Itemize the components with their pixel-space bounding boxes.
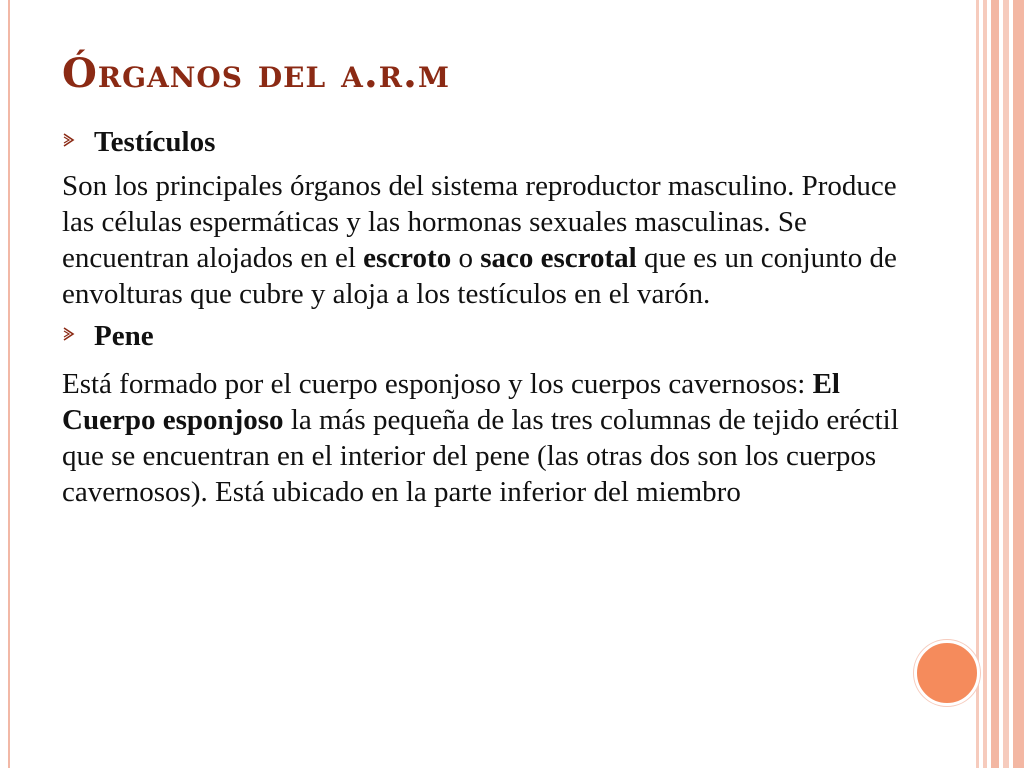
arrow-bullet-icon [62, 132, 76, 148]
decorative-stripe [991, 0, 999, 768]
bullet-pene [62, 316, 922, 356]
arrow-bullet-icon [62, 326, 76, 342]
section-paragraph [62, 168, 922, 312]
arrow-bullet-icon [62, 326, 94, 346]
bullet-testiculos [62, 122, 922, 162]
bold-term: saco escrotal [480, 242, 637, 274]
bold-term: El Cuerpo esponjoso [62, 368, 840, 436]
slide-body [62, 122, 922, 510]
slide-title: Órganos del a.r.m [62, 50, 450, 97]
decorative-stripe [1003, 0, 1009, 768]
decorative-stripe [1013, 0, 1024, 768]
section-paragraph [62, 366, 922, 510]
section-heading: Pene [94, 320, 154, 352]
paragraph-text: o [451, 242, 481, 274]
left-border-line [8, 0, 10, 768]
paragraph-text: la más pequeña de las tres columnas de tejido eréctil que se encuentran en el interior del pene (las otras dos son los cuerpos cavernosos). Está ubicado en la parte inferior del miembro [62, 404, 899, 508]
arrow-bullet-icon [62, 132, 94, 152]
decorative-circle [914, 640, 980, 706]
decorative-stripe [983, 0, 987, 768]
decorative-stripe [976, 0, 979, 768]
section-heading: Testículos [94, 126, 216, 158]
paragraph-text: Son los principales órganos del sistema reproductor masculino. Produce las células espermáticas y las hormonas sexuales masculinas. Se encuentran alojados en el [62, 170, 897, 274]
paragraph-text: Está formado por el cuerpo esponjoso y los cuerpos cavernosos: [62, 368, 813, 400]
bold-term: escroto [363, 242, 452, 274]
paragraph-text: que es un conjunto de envolturas que cubre y aloja a los testículos en el varón. [62, 242, 897, 310]
